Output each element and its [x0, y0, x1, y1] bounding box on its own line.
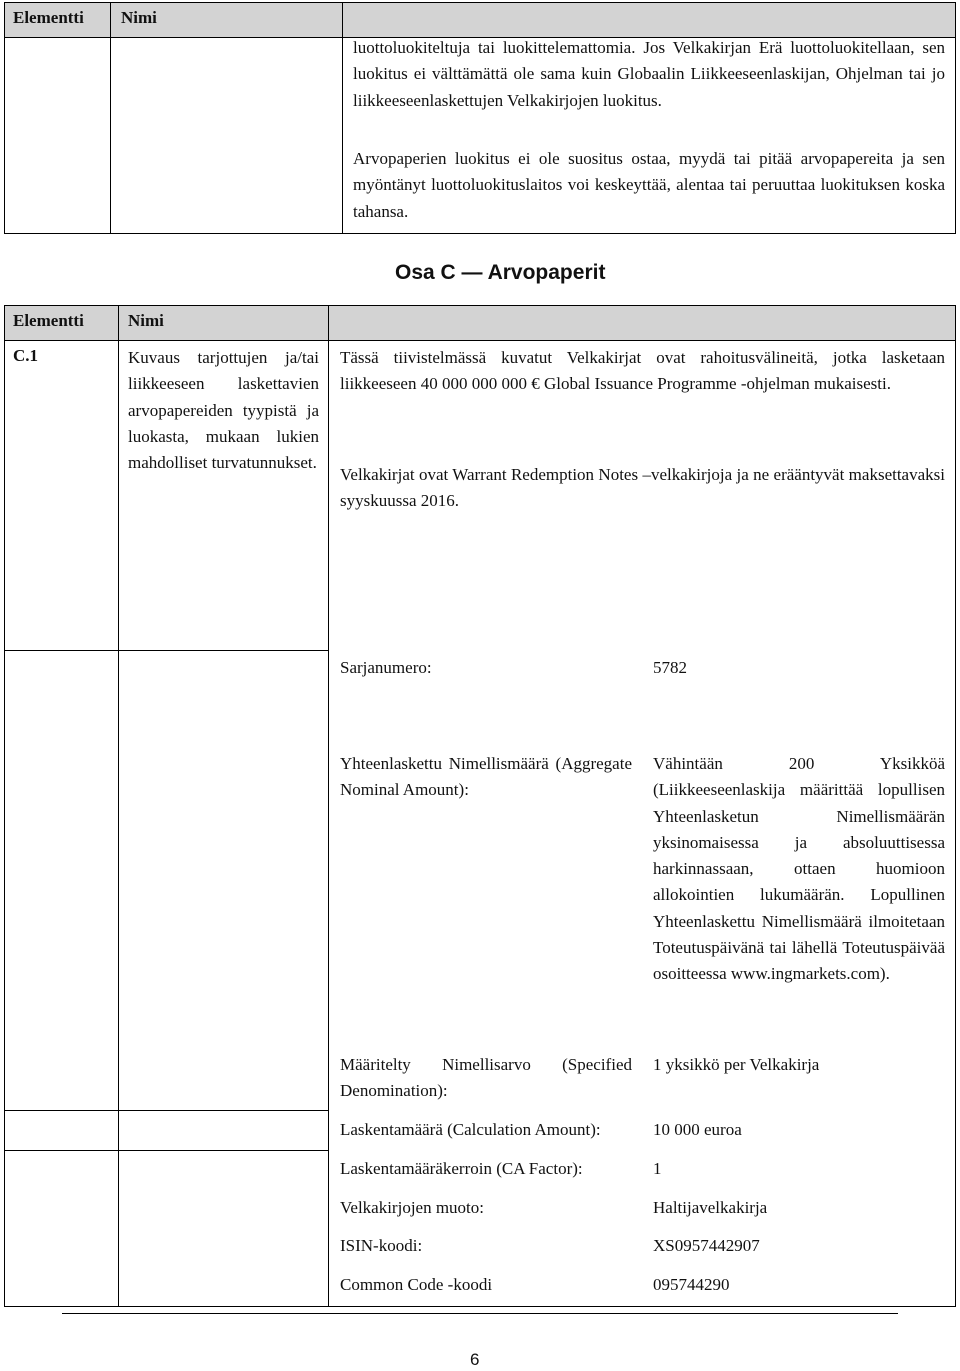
name-column-divider-3	[118, 1150, 329, 1151]
page-number: 6	[470, 1350, 480, 1369]
term-label-isin: ISIN-koodi:	[340, 1236, 423, 1255]
term-value-series: 5782	[653, 658, 687, 677]
description-paragraph-2: Velkakirjat ovat Warrant Redemption Notes –velkakirjoja ja ne erääntyvät maksettavaksi syyskuussa 2016.	[340, 465, 945, 511]
term-value-aggregate: Vähintään 200 Yksikköä (Liikkeeseenlaskija määrittää lopullisen Yhteenlasketun Nimellismäärän yksinomaisessa ja absoluuttisessa harkinnassaan, ottaen huomioon allokointien lukumäärän. Lopullinen Yhteenlaskettu Nimellismäärä ilmoitetaan Toteutuspäivänä tai lähellä Toteutuspäivää osoitteessa www.ingmarkets.com).	[653, 754, 945, 984]
element-column-divider-1	[4, 650, 119, 651]
element-id: C.1	[13, 346, 39, 365]
term-label-ca-factor: Laskentamääräkerroin (CA Factor):	[340, 1159, 583, 1178]
top-table-header-name: Nimi	[121, 8, 157, 27]
element-column-divider-2	[4, 1110, 119, 1111]
top-table-paragraph-2: Arvopaperien luokitus ei ole suositus ostaa, myydä tai pitää arvopapereita ja sen myöntänyt luottoluokituslaitos voi keskeyttää, alentaa tai peruuttaa luokituksen koska tahansa.	[353, 149, 945, 221]
term-label-series: Sarjanumero:	[340, 658, 432, 677]
footer-rule	[62, 1313, 898, 1314]
name-column-divider-2	[118, 1110, 329, 1111]
term-value-form: Haltijavelkakirja	[653, 1198, 768, 1217]
element-column-divider-3	[4, 1150, 119, 1151]
top-table-element-cell	[4, 37, 111, 234]
description-paragraph-1: Tässä tiivistelmässä kuvatut Velkakirjat ovat rahoitusvälineitä, jotka lasketaan liikkeeseen 40 000 000 000 € Global Issuance Programme -ohjelman mukaisesti.	[340, 348, 945, 394]
element-name: Kuvaus tarjottujen ja/tai liikkeeseen laskettavien arvopapereiden tyypistä ja luokasta, mukaan lukien mahdolliset turvatunnukset.	[128, 348, 319, 473]
term-label-common-code: Common Code -koodi	[340, 1275, 493, 1294]
main-table-name-cell	[118, 340, 329, 1307]
main-table-header-content-cell	[328, 305, 956, 341]
term-label-aggregate: Yhteenlaskettu Nimellismäärä (Aggregate Nominal Amount):	[340, 754, 632, 800]
main-table-element-cell	[4, 340, 119, 1307]
main-table-header-element: Elementti	[13, 311, 84, 330]
term-value-denomination: 1 yksikkö per Velkakirja	[653, 1055, 820, 1074]
term-label-denomination: Määritelty Nimellisarvo (Specified Denomination):	[340, 1055, 632, 1101]
main-table-header-name: Nimi	[128, 311, 164, 330]
top-table-header-element: Elementti	[13, 8, 84, 27]
term-value-ca-factor: 1	[653, 1159, 662, 1178]
top-table-name-cell	[110, 37, 343, 234]
term-value-calc-amount: 10 000 euroa	[653, 1120, 742, 1139]
name-column-divider-1	[118, 650, 329, 651]
term-label-calc-amount: Laskentamäärä (Calculation Amount):	[340, 1120, 601, 1139]
term-label-form: Velkakirjojen muoto:	[340, 1198, 485, 1217]
top-table-header-content-cell	[342, 2, 956, 38]
top-table-paragraph-1: luottoluokiteltuja tai luokittelemattomia. Jos Velkakirjan Erä luottoluokitellaan, sen luokitus ei välttämättä ole sama kuin Globaalin Liikkeeseenlaskijan, Ohjelman tai jo liikkeeseenlaskettujen Velkakirjojen luokitus.	[353, 38, 945, 110]
term-value-common-code: 095744290	[653, 1275, 730, 1294]
term-value-isin: XS0957442907	[653, 1236, 760, 1255]
section-title: Osa C — Arvopaperit	[395, 261, 606, 284]
